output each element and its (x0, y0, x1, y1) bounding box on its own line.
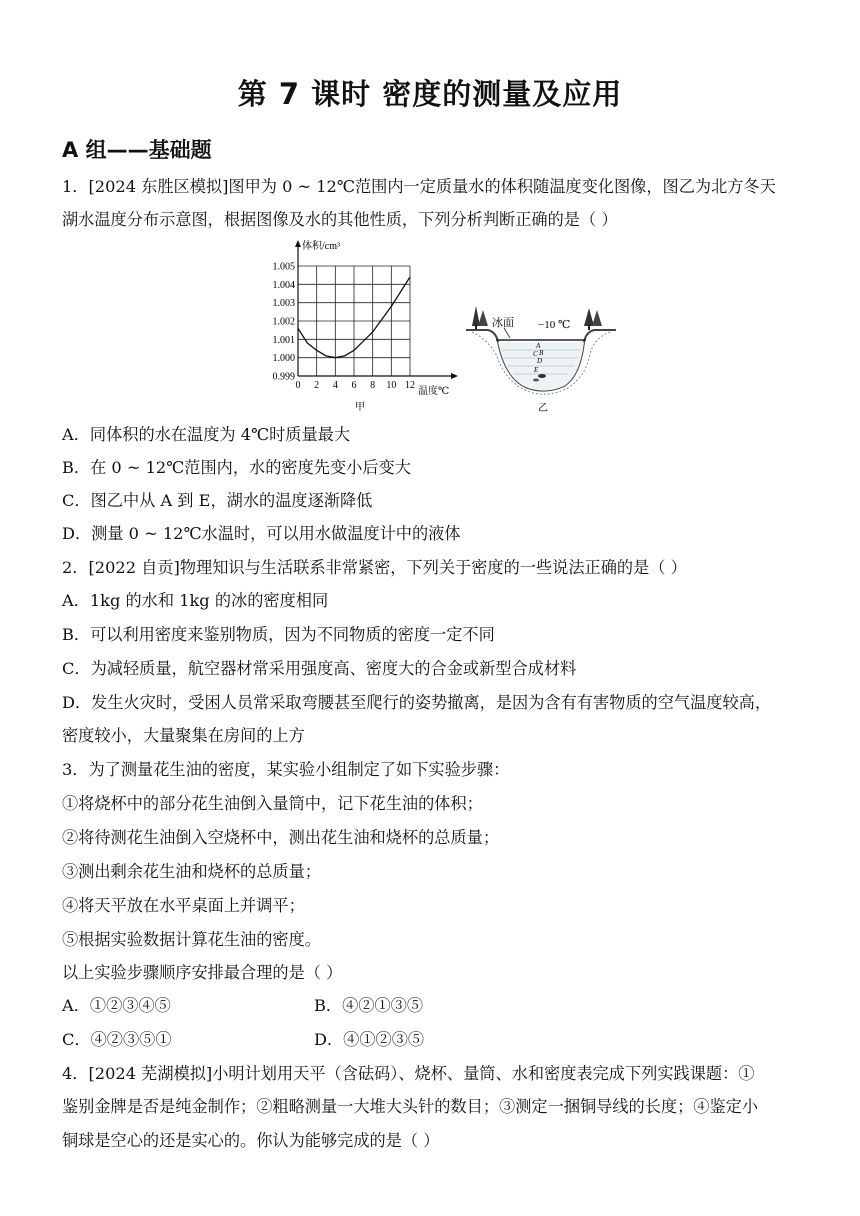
x-axis-arrow (451, 373, 458, 379)
graph-caption: 甲 (355, 402, 365, 413)
q3-option-b: B．④②①③⑤ (314, 996, 424, 1015)
y-axis-arrow (295, 240, 301, 247)
q3-step-1: ①将烧杯中的部分花生油倒入量筒中，记下花生油的体积； (62, 794, 483, 813)
q3-stem: 3．为了测量花生油的密度，某实验小组制定了如下实验步骤： (62, 760, 510, 779)
section-heading: A 组——基础题 (62, 138, 212, 162)
x-tick-label: 4 (332, 380, 338, 391)
q1-option-c: C．图乙中从 A 到 E，湖水的温度逐渐降低 (62, 491, 373, 510)
x-tick-label: 2 (314, 380, 320, 391)
page-title: 第 7 课时 密度的测量及应用 (237, 77, 623, 111)
x-axis-label: 温度℃ (418, 386, 450, 397)
q2-option-a: A．1kg 的水和 1kg 的冰的密度相同 (62, 591, 329, 610)
q1-stem-line2: 湖水温度分布示意图，根据图像及水的其他性质，下列分析判断正确的是（ ） (62, 210, 618, 229)
x-tick-label: 12 (405, 380, 415, 391)
q3-option-c: C．④②③⑤① (62, 1030, 172, 1049)
q1-option-b: B．在 0 ~ 12℃范围内，水的密度先变小后变大 (62, 458, 411, 477)
q3-option-a: A．①②③④⑤ (62, 996, 171, 1015)
chart-grid (298, 242, 456, 376)
q3-question: 以上实验步骤顺序安排最合理的是（ ） (62, 963, 343, 982)
q2-stem: 2．[2022 自贡]物理知识与生活联系非常紧密，下列关于密度的一些说法正确的是（ ） (62, 558, 687, 577)
q2-option-d-line1: D．发生火灾时，受困人员常采取弯腰甚至爬行的姿势撤离，是因为含有有害物质的空气温度较高， (62, 693, 772, 712)
q3-step-3: ③测出剩余花生油和烧杯的总质量； (62, 862, 321, 881)
fish-icon (533, 379, 539, 382)
q3-step-5: ⑤根据实验数据计算花生油的密度。 (62, 930, 321, 949)
q3-step-2: ②将待测花生油倒入空烧杯中，测出花生油和烧杯的总质量； (62, 828, 500, 847)
fish-icon (538, 374, 546, 378)
q4-stem-line3: 铜球是空心的还是实心的。你认为能够完成的是（ ） (62, 1131, 440, 1150)
point-c: C (533, 350, 538, 358)
q2-option-c: C．为减轻质量，航空器材常采用强度高、密度大的合金或新型合成材料 (62, 659, 577, 678)
volume-temperature-chart (262, 238, 462, 416)
y-tick-label: 0.999 (272, 371, 295, 383)
y-axis-label: 体积/cm³ (302, 241, 340, 252)
y-tick-label: 1.001 (272, 334, 295, 346)
x-tick-label: 6 (351, 380, 357, 391)
q1-stem-line1: 1．[2024 东胜区模拟]图甲为 0 ~ 12℃范围内一定质量水的体积随温度变化图像，图乙为北方冬天 (62, 177, 776, 196)
q3-step-4: ④将天平放在水平桌面上并调平； (62, 896, 305, 915)
q2-option-d-line2: 密度较小，大量聚集在房间的上方 (62, 726, 305, 745)
q3-option-d: D．④①②③⑤ (314, 1030, 425, 1049)
q4-stem-line1: 4．[2024 芜湖模拟]小明计划用天平（含砝码）、烧杯、量筒、水和密度表完成下列实践课题：① (62, 1064, 755, 1083)
point-a: A (536, 342, 541, 350)
q4-stem-line2: 鉴别金牌是否是纯金制作；②粗略测量一大堆大头针的数目；③测定一捆铜导线的长度；④鉴定小 (62, 1097, 759, 1116)
lake-diagram (466, 298, 616, 416)
y-tick-label: 1.003 (272, 298, 295, 310)
tree-icon-right (584, 308, 602, 330)
point-b: B (539, 349, 544, 357)
point-d: D (537, 357, 543, 365)
lake-caption: 乙 (538, 403, 548, 414)
air-temperature-label: −10 ℃ (538, 319, 571, 331)
y-tick-label: 1.000 (272, 353, 295, 365)
point-e: E (534, 366, 539, 374)
x-tick-label: 10 (386, 380, 397, 391)
ice-label: 冰面 (492, 317, 514, 329)
y-tick-label: 1.002 (272, 316, 295, 328)
tree-icon-left (472, 306, 488, 330)
chart-ticks (273, 262, 416, 392)
y-tick-label: 1.004 (272, 279, 295, 291)
x-tick-label: 0 (295, 380, 301, 391)
q2-option-b: B．可以利用密度来鉴别物质，因为不同物质的密度一定不同 (62, 625, 495, 644)
x-tick-label: 8 (370, 380, 376, 391)
y-tick-label: 1.005 (272, 261, 295, 273)
q1-option-a: A．同体积的水在温度为 4℃时质量最大 (62, 425, 351, 444)
q1-option-d: D．测量 0 ~ 12℃水温时，可以用水做温度计中的液体 (62, 524, 461, 543)
